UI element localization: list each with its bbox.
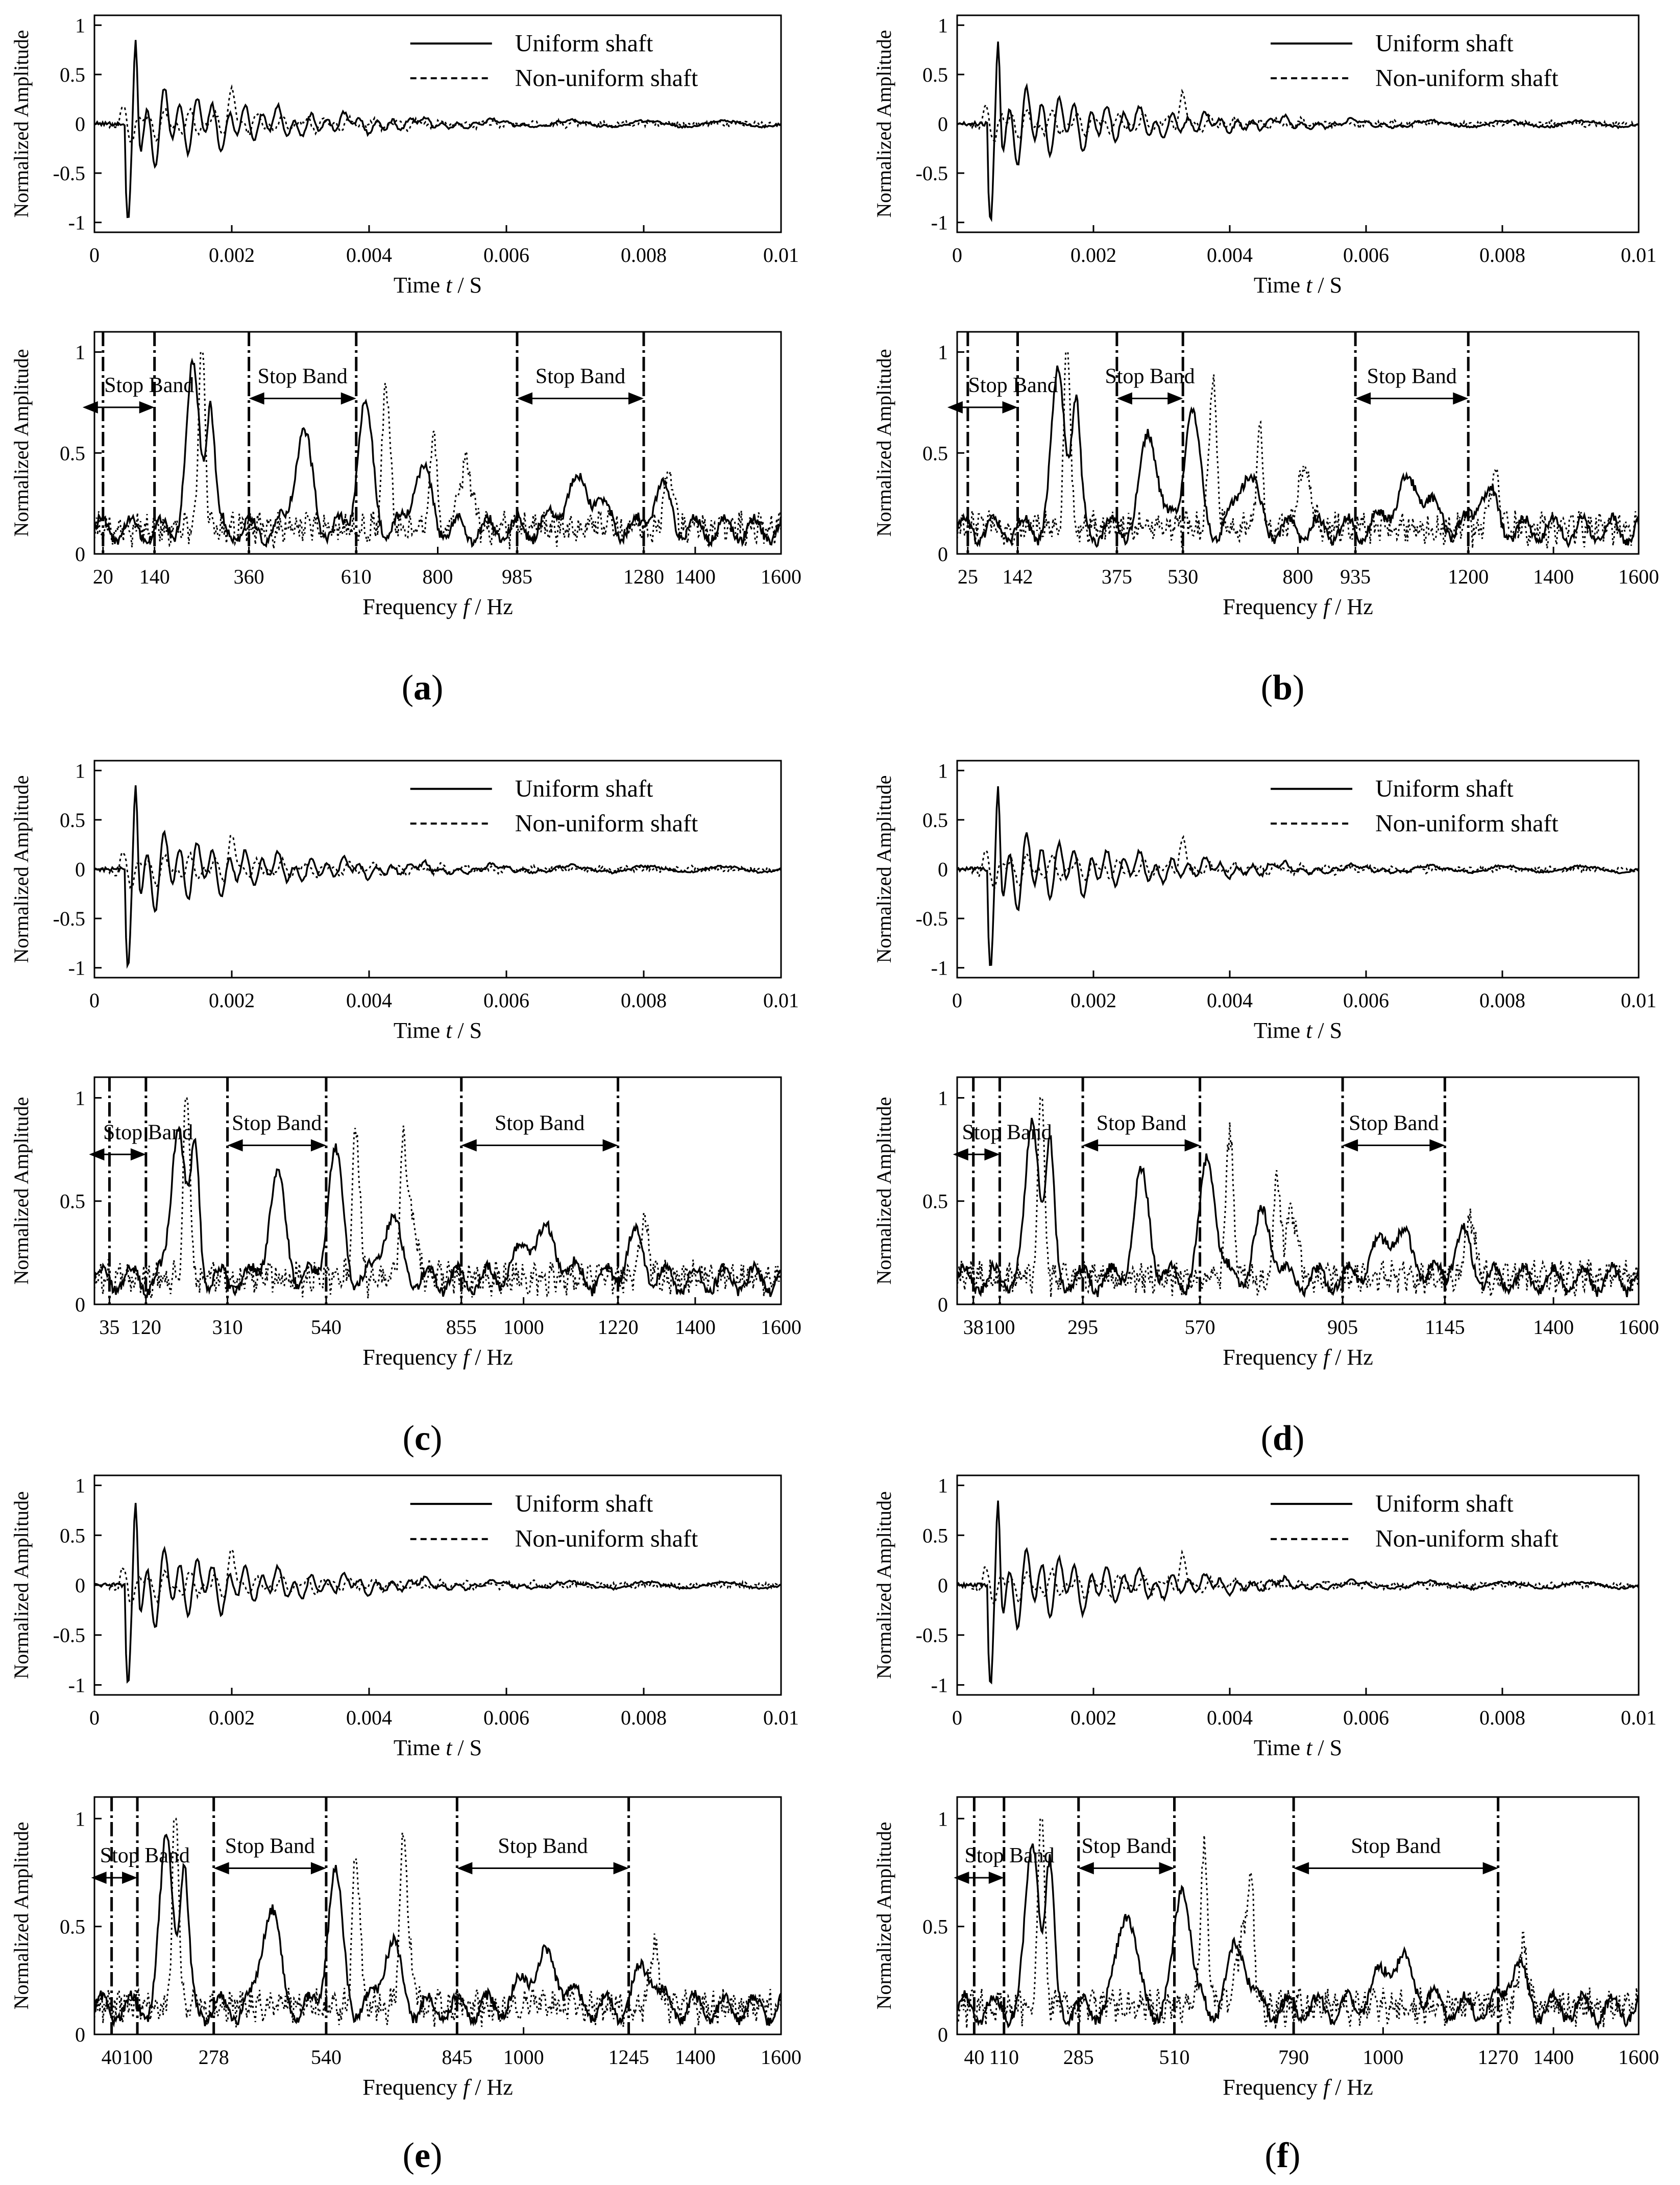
stop-band-label: Stop Band — [225, 1834, 315, 1858]
freq-xtick-label: 295 — [1067, 1316, 1099, 1339]
freq-xtick-label: 1400 — [674, 565, 716, 588]
freq-ytick-label: 1 — [75, 1086, 85, 1110]
freq-ytick-label: 0 — [938, 2023, 948, 2046]
freq-xtick-label: 510 — [1159, 2046, 1190, 2069]
stop-band-label: Stop Band — [968, 373, 1058, 397]
time-xtick-label: 0.008 — [621, 989, 667, 1012]
legend-dashed-label: Non-uniform shaft — [515, 810, 698, 837]
stop-band-arrowhead-left — [83, 401, 98, 414]
panel-a — [10, 14, 801, 708]
freq-ylabel: Normalized Amplitude — [872, 1097, 895, 1285]
freq-xtick-label: 360 — [233, 565, 264, 588]
freq-xlabel: Frequency f / Hz — [1223, 594, 1373, 619]
time-ytick-label: -0.5 — [915, 162, 948, 185]
time-ytick-label: 0 — [938, 112, 948, 136]
legend-solid-label: Uniform shaft — [1375, 1490, 1514, 1517]
panel-label: (c) — [402, 1419, 443, 1458]
series-uniform-spectrum — [957, 1118, 1639, 1297]
freq-xtick-label: 110 — [989, 2046, 1019, 2069]
stop-band-label: Stop Band — [104, 373, 194, 397]
freq-xtick-label: 540 — [310, 2046, 342, 2069]
time-xtick-label: 0 — [89, 244, 100, 266]
freq-xtick-label: 1270 — [1477, 2046, 1519, 2069]
freq-ytick-label: 0.5 — [922, 1189, 948, 1213]
legend-dashed-label: Non-uniform shaft — [1375, 810, 1559, 837]
time-xtick-label: 0.004 — [1207, 244, 1253, 266]
time-ylabel: Normalized Amplitude — [872, 1491, 895, 1679]
series-uniform-spectrum — [957, 1844, 1639, 2027]
time-xlabel: Time t / S — [1253, 273, 1343, 298]
stop-band-arrowhead-left — [91, 1872, 107, 1884]
stop-band-label: Stop Band — [103, 1121, 193, 1145]
stop-band-label: Stop Band — [100, 1844, 190, 1868]
freq-xtick-label: 278 — [198, 2046, 229, 2069]
stop-band-label: Stop Band — [1096, 1111, 1186, 1135]
time-xtick-label: 0.006 — [1343, 989, 1389, 1012]
freq-xtick-label: 140 — [139, 565, 170, 588]
freq-xtick-label: 855 — [446, 1316, 477, 1339]
freq-xtick-label: 905 — [1327, 1316, 1358, 1339]
freq-ytick-label: 0 — [75, 2023, 85, 2046]
time-ytick-label: 0 — [938, 858, 948, 881]
stop-band-arrowhead-right — [603, 1139, 618, 1152]
stop-band-arrowhead-left — [461, 1139, 477, 1152]
time-xtick-label: 0 — [89, 989, 100, 1012]
time-xtick-label: 0.008 — [1479, 1706, 1525, 1729]
stop-band-label: Stop Band — [535, 365, 626, 389]
panel-label: (d) — [1260, 1419, 1305, 1458]
time-xtick-label: 0.01 — [763, 1706, 799, 1729]
time-xtick-label: 0.002 — [209, 244, 255, 266]
stop-band-arrow — [457, 1862, 628, 1875]
freq-ytick-label: 1 — [75, 341, 85, 364]
stop-band-arrowhead-right — [614, 1862, 629, 1875]
freq-xtick-label: 985 — [502, 565, 533, 588]
freq-ytick-label: 1 — [938, 341, 948, 364]
time-xtick-label: 0.004 — [1207, 1706, 1253, 1729]
freq-xtick-label: 1000 — [1362, 2046, 1404, 2069]
stop-band-arrow — [1355, 393, 1468, 405]
time-xtick-label: 0.01 — [763, 989, 799, 1012]
legend-dashed-label: Non-uniform shaft — [515, 1525, 698, 1552]
stop-band-arrow — [953, 1148, 1000, 1160]
stop-band-label: Stop Band — [962, 1121, 1052, 1145]
time-xtick-label: 0.01 — [763, 244, 799, 266]
stop-band-arrow — [89, 1148, 145, 1160]
legend-solid-label: Uniform shaft — [1375, 30, 1514, 57]
series-uniform-spectrum — [94, 1835, 781, 2026]
stop-band-arrowhead-right — [1159, 1862, 1175, 1875]
time-ytick-label: 0.5 — [60, 1524, 85, 1547]
time-xtick-label: 0.002 — [1070, 1706, 1116, 1729]
freq-ytick-label: 0.5 — [922, 1915, 948, 1938]
freq-xtick-label: 800 — [422, 565, 453, 588]
series-non-uniform-spectrum — [94, 1098, 781, 1299]
freq-xtick-label: 1145 — [1425, 1316, 1465, 1339]
time-xtick-label: 0.01 — [1621, 1706, 1657, 1729]
time-xtick-label: 0.008 — [621, 244, 667, 266]
stop-band-arrow — [228, 1139, 326, 1152]
series-non-uniform-spectrum — [94, 1818, 781, 2027]
time-ytick-label: -1 — [931, 956, 948, 980]
time-ytick-label: 0.5 — [60, 808, 85, 832]
freq-xtick-label: 1600 — [761, 565, 801, 588]
freq-xtick-label: 40 — [101, 2046, 122, 2069]
freq-ylabel: Normalized Amplitude — [10, 1097, 33, 1285]
time-xlabel: Time t / S — [393, 273, 482, 298]
time-ytick-label: 1 — [938, 759, 948, 783]
stop-band-arrowhead-left — [214, 1862, 229, 1875]
freq-ytick-label: 1 — [938, 1807, 948, 1831]
time-xtick-label: 0.006 — [483, 1706, 529, 1729]
freq-xtick-label: 1600 — [761, 2046, 801, 2069]
series-non-uniform-time — [94, 1549, 781, 1605]
legend-dashed-label: Non-uniform shaft — [1375, 64, 1559, 92]
stop-band-arrowhead-right — [311, 1862, 326, 1875]
time-xtick-label: 0.006 — [1343, 1706, 1389, 1729]
legend-solid-label: Uniform shaft — [515, 1490, 653, 1517]
freq-xtick-label: 610 — [340, 565, 372, 588]
stop-band-arrow — [1117, 393, 1183, 405]
time-xlabel: Time t / S — [1253, 1018, 1343, 1043]
stop-band-arrow — [517, 393, 644, 405]
freq-ytick-label: 0.5 — [60, 1915, 85, 1938]
time-ylabel: Normalized Amplitude — [872, 30, 895, 218]
stop-band-arrowhead-right — [131, 1148, 146, 1160]
panel-label: (f) — [1264, 2136, 1301, 2175]
series-uniform-spectrum — [957, 366, 1639, 546]
stop-band-arrowhead-left — [1294, 1862, 1309, 1875]
stop-band-arrowhead-right — [628, 393, 644, 405]
freq-ytick-label: 0 — [75, 1293, 85, 1316]
stop-band-arrowhead-right — [341, 393, 356, 405]
time-xtick-label: 0.004 — [1207, 989, 1253, 1012]
freq-ytick-label: 1 — [75, 1807, 85, 1831]
stop-band-arrow — [83, 401, 155, 414]
time-ytick-label: 1 — [75, 14, 85, 37]
freq-xtick-label: 38 — [963, 1316, 984, 1339]
stop-band-arrowhead-left — [1079, 1862, 1094, 1875]
time-ytick-label: 0 — [75, 858, 85, 881]
panel-b — [872, 14, 1659, 708]
freq-xtick-label: 570 — [1184, 1316, 1215, 1339]
time-xtick-label: 0.002 — [1070, 989, 1116, 1012]
freq-xtick-label: 1400 — [1533, 565, 1574, 588]
time-xtick-label: 0.006 — [1343, 244, 1389, 266]
time-xtick-label: 0.004 — [346, 989, 392, 1012]
stop-band-arrowhead-left — [1343, 1139, 1358, 1152]
series-non-uniform-time — [94, 87, 781, 142]
time-ytick-label: 0.5 — [922, 63, 948, 86]
time-xtick-label: 0.01 — [1621, 244, 1657, 266]
freq-xtick-label: 1600 — [1618, 1316, 1659, 1339]
stop-band-arrowhead-right — [122, 1872, 137, 1884]
freq-xtick-label: 1000 — [503, 1316, 544, 1339]
stop-band-arrowhead-right — [1429, 1139, 1445, 1152]
freq-xtick-label: 1600 — [1618, 2046, 1659, 2069]
time-xlabel: Time t / S — [1253, 1735, 1343, 1760]
freq-xtick-label: 1600 — [761, 1316, 801, 1339]
freq-ylabel: Normalized Amplitude — [10, 1822, 33, 2010]
time-ytick-label: 0.5 — [60, 63, 85, 86]
freq-ylabel: Normalized Amplitude — [872, 349, 895, 537]
time-ytick-label: -0.5 — [915, 907, 948, 931]
freq-axes-frame — [957, 332, 1639, 554]
stop-band-label: Stop Band — [1081, 1834, 1172, 1858]
stop-band-arrowhead-left — [517, 393, 532, 405]
stop-band-arrowhead-left — [249, 393, 264, 405]
panel-c — [10, 759, 801, 1458]
freq-xlabel: Frequency f / Hz — [362, 1345, 513, 1370]
stop-band-arrowhead-left — [947, 401, 963, 414]
stop-band-arrow — [947, 401, 1018, 414]
freq-xtick-label: 1400 — [1533, 1316, 1574, 1339]
freq-xlabel: Frequency f / Hz — [1223, 2075, 1373, 2100]
freq-xtick-label: 800 — [1282, 565, 1313, 588]
freq-xlabel: Frequency f / Hz — [1223, 1345, 1373, 1370]
time-ytick-label: -1 — [68, 211, 85, 234]
freq-xtick-label: 1220 — [597, 1316, 639, 1339]
stop-band-arrowhead-right — [989, 1872, 1004, 1884]
freq-ylabel: Normalized Amplitude — [872, 1822, 895, 2010]
time-xtick-label: 0.006 — [483, 244, 529, 266]
legend-dashed-label: Non-uniform shaft — [1375, 1525, 1559, 1552]
freq-ytick-label: 0.5 — [60, 442, 85, 465]
stop-band-arrow — [1083, 1139, 1200, 1152]
time-ytick-label: 0.5 — [922, 808, 948, 832]
time-ytick-label: -1 — [68, 1673, 85, 1697]
stop-band-label: Stop Band — [1351, 1834, 1441, 1858]
freq-xtick-label: 1200 — [1448, 565, 1489, 588]
stop-band-arrowhead-left — [89, 1148, 104, 1160]
stop-band-label: Stop Band — [1349, 1111, 1439, 1135]
stop-band-arrowhead-left — [1355, 393, 1371, 405]
freq-xtick-label: 120 — [130, 1316, 161, 1339]
time-ylabel: Normalized Amplitude — [872, 775, 895, 963]
time-ytick-label: -1 — [931, 211, 948, 234]
stop-band-arrow — [214, 1862, 326, 1875]
stop-band-label: Stop Band — [257, 365, 348, 389]
time-ytick-label: -0.5 — [53, 907, 85, 931]
panel-label: (b) — [1260, 668, 1305, 708]
freq-xlabel: Frequency f / Hz — [362, 594, 513, 619]
time-xtick-label: 0 — [952, 1706, 962, 1729]
freq-xtick-label: 20 — [92, 565, 113, 588]
freq-xtick-label: 1280 — [623, 565, 664, 588]
time-xtick-label: 0.004 — [346, 244, 392, 266]
freq-xtick-label: 540 — [310, 1316, 342, 1339]
time-xtick-label: 0.008 — [1479, 989, 1525, 1012]
freq-ylabel: Normalized Amplitude — [10, 349, 33, 537]
freq-xtick-label: 1000 — [503, 2046, 544, 2069]
stop-band-arrowhead-right — [1002, 401, 1017, 414]
time-xtick-label: 0 — [952, 989, 962, 1012]
stop-band-arrowhead-left — [228, 1139, 243, 1152]
stop-band-arrowhead-right — [1483, 1862, 1498, 1875]
freq-xtick-label: 530 — [1167, 565, 1199, 588]
freq-axes-frame — [94, 1797, 781, 2034]
freq-xtick-label: 375 — [1101, 565, 1132, 588]
series-uniform-spectrum — [94, 1128, 781, 1297]
freq-xtick-label: 845 — [442, 2046, 473, 2069]
stop-band-arrow — [954, 1872, 1004, 1884]
time-ytick-label: 0 — [75, 112, 85, 136]
freq-ytick-label: 0 — [938, 543, 948, 566]
time-xlabel: Time t / S — [393, 1735, 482, 1760]
stop-band-label: Stop Band — [1105, 365, 1195, 389]
time-xtick-label: 0.008 — [621, 1706, 667, 1729]
panel-f — [872, 1474, 1659, 2175]
freq-ytick-label: 0 — [938, 1293, 948, 1316]
stop-band-arrowhead-left — [953, 1148, 968, 1160]
stop-band-arrow — [1079, 1862, 1175, 1875]
stop-band-label: Stop Band — [232, 1111, 322, 1135]
time-axes-frame — [94, 15, 781, 232]
freq-xtick-label: 100 — [122, 2046, 153, 2069]
time-ylabel: Normalized Amplitude — [10, 775, 33, 963]
panel-label: (a) — [401, 668, 444, 708]
stop-band-arrow — [249, 393, 356, 405]
stop-band-arrowhead-right — [1167, 393, 1183, 405]
time-ytick-label: 0 — [938, 1574, 948, 1597]
stop-band-arrow — [1343, 1139, 1445, 1152]
freq-xtick-label: 1400 — [674, 1316, 716, 1339]
time-ytick-label: 0.5 — [922, 1524, 948, 1547]
stop-band-label: Stop Band — [964, 1844, 1055, 1868]
freq-xtick-label: 1400 — [674, 2046, 716, 2069]
stop-band-arrowhead-right — [984, 1148, 1000, 1160]
panel-e — [10, 1474, 801, 2175]
freq-xtick-label: 142 — [1002, 565, 1033, 588]
freq-xtick-label: 790 — [1278, 2046, 1309, 2069]
time-ytick-label: -0.5 — [53, 162, 85, 185]
time-ytick-label: -1 — [68, 956, 85, 980]
time-ytick-label: 1 — [75, 759, 85, 783]
stop-band-arrowhead-right — [1185, 1139, 1200, 1152]
time-ytick-label: 1 — [938, 14, 948, 37]
freq-xtick-label: 40 — [964, 2046, 985, 2069]
stop-band-arrow — [91, 1872, 137, 1884]
time-xlabel: Time t / S — [393, 1018, 482, 1043]
stop-band-arrow — [1294, 1862, 1498, 1875]
time-ylabel: Normalized Amplitude — [10, 30, 33, 218]
panel-d — [872, 759, 1659, 1458]
freq-xtick-label: 35 — [99, 1316, 120, 1339]
series-non-uniform-spectrum — [94, 352, 781, 549]
time-ytick-label: 1 — [75, 1474, 85, 1497]
stop-band-arrow — [461, 1139, 618, 1152]
freq-ytick-label: 0.5 — [60, 1189, 85, 1213]
freq-xtick-label: 285 — [1063, 2046, 1094, 2069]
series-non-uniform-spectrum — [957, 352, 1639, 549]
time-xtick-label: 0.002 — [209, 989, 255, 1012]
stop-band-label: Stop Band — [498, 1834, 588, 1858]
freq-xlabel: Frequency f / Hz — [362, 2075, 513, 2100]
freq-xtick-label: 100 — [984, 1316, 1015, 1339]
freq-xtick-label: 1245 — [608, 2046, 649, 2069]
time-xtick-label: 0.008 — [1479, 244, 1525, 266]
freq-ytick-label: 1 — [938, 1086, 948, 1110]
legend-solid-label: Uniform shaft — [1375, 775, 1514, 803]
time-ytick-label: -0.5 — [915, 1623, 948, 1647]
freq-xtick-label: 1400 — [1533, 2046, 1574, 2069]
stop-band-arrowhead-left — [457, 1862, 472, 1875]
legend-solid-label: Uniform shaft — [515, 775, 653, 803]
legend-dashed-label: Non-uniform shaft — [515, 64, 698, 92]
time-xtick-label: 0.002 — [1070, 244, 1116, 266]
freq-xtick-label: 935 — [1340, 565, 1371, 588]
freq-xtick-label: 310 — [212, 1316, 243, 1339]
stop-band-arrowhead-right — [1453, 393, 1468, 405]
time-xtick-label: 0.01 — [1621, 989, 1657, 1012]
stop-band-label: Stop Band — [1367, 365, 1457, 389]
stop-band-arrowhead-left — [1117, 393, 1132, 405]
time-ytick-label: -1 — [931, 1673, 948, 1697]
legend-solid-label: Uniform shaft — [515, 30, 653, 57]
time-xtick-label: 0.006 — [483, 989, 529, 1012]
freq-ytick-label: 0.5 — [922, 442, 948, 465]
stop-band-arrowhead-right — [139, 401, 155, 414]
freq-xtick-label: 25 — [957, 565, 978, 588]
time-ytick-label: 1 — [938, 1474, 948, 1497]
time-xtick-label: 0.002 — [209, 1706, 255, 1729]
time-ytick-label: -0.5 — [53, 1623, 85, 1647]
freq-ytick-label: 0 — [75, 543, 85, 566]
time-ytick-label: 0 — [75, 1574, 85, 1597]
panel-label: (e) — [402, 2136, 443, 2175]
time-xtick-label: 0 — [952, 244, 962, 266]
stop-band-arrowhead-left — [1083, 1139, 1098, 1152]
time-xtick-label: 0.004 — [346, 1706, 392, 1729]
stop-band-arrowhead-left — [954, 1872, 969, 1884]
time-axes-frame — [957, 1475, 1639, 1695]
time-xtick-label: 0 — [89, 1706, 100, 1729]
freq-xtick-label: 1600 — [1618, 565, 1659, 588]
time-ylabel: Normalized Amplitude — [10, 1491, 33, 1679]
stop-band-arrowhead-right — [311, 1139, 326, 1152]
stop-band-label: Stop Band — [495, 1111, 585, 1135]
